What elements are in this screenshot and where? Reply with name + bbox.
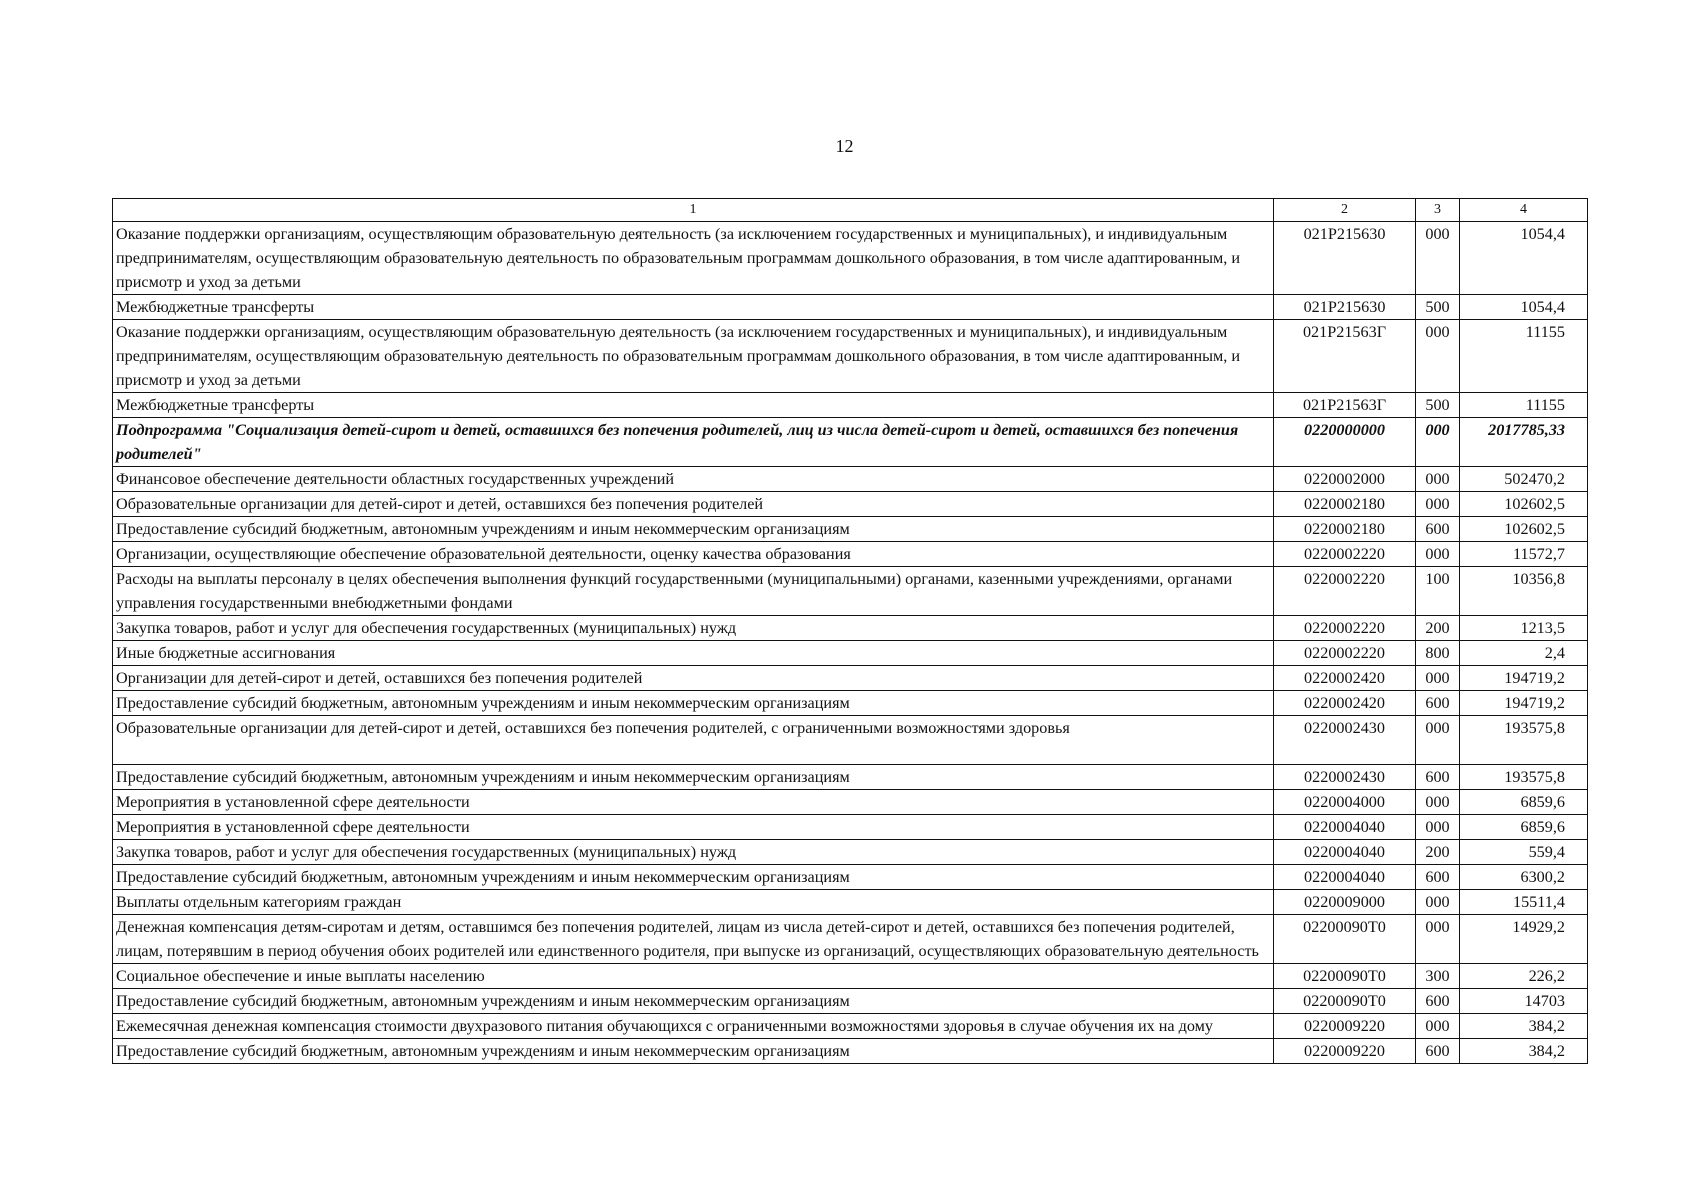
row-code-cell: 0220004000 [1274, 790, 1416, 815]
table-row [113, 641, 1588, 666]
row-code-cell: 021P215630 [1274, 222, 1416, 295]
row-name-cell: Закупка товаров, работ и услуг для обеспечения государственных (муниципальных) нужд [113, 840, 1274, 865]
row-sum-cell: 6859,6 [1460, 790, 1588, 815]
table-row [113, 295, 1588, 320]
table-row [113, 492, 1588, 517]
table-row [113, 790, 1588, 815]
row-sum-cell: 14703 [1460, 989, 1588, 1014]
row-name-cell: Предоставление субсидий бюджетным, автономным учреждениям и иным некоммерческим организациям [113, 989, 1274, 1014]
table-row [113, 964, 1588, 989]
row-type-cell: 600 [1416, 1039, 1460, 1064]
table-row [113, 320, 1588, 393]
row-sum-cell: 559,4 [1460, 840, 1588, 865]
row-type-cell: 000 [1416, 418, 1460, 467]
header-col-3: 3 [1416, 199, 1460, 222]
row-name-cell: Финансовое обеспечение деятельности областных государственных учреждений [113, 467, 1274, 492]
table-row [113, 915, 1588, 964]
row-name-cell: Подпрограмма "Социализация детей-сирот и детей, оставшихся без попечения родителей, лиц из числа детей-сирот и детей, оставшихся без попечения родителей" [113, 418, 1274, 467]
row-type-cell: 000 [1416, 915, 1460, 964]
row-name-cell: Межбюджетные трансферты [113, 393, 1274, 418]
row-sum-cell: 102602,5 [1460, 517, 1588, 542]
row-sum-cell: 11572,7 [1460, 542, 1588, 567]
row-name-cell: Образовательные организации для детей-сирот и детей, оставшихся без попечения родителей, с ограниченными возможностями здоровья [113, 716, 1274, 765]
row-sum-cell: 2017785,33 [1460, 418, 1588, 467]
row-code-cell: 0220009220 [1274, 1039, 1416, 1064]
row-name-cell: Оказание поддержки организациям, осуществляющим образовательную деятельность (за исключением государственных и муниципальных), и индивидуальным предпринимателям, осуществляющим образовательную деятельность по образовательным программам дошкольного образования, в том числе адаптированным, и присмотр и уход за детьми [113, 320, 1274, 393]
table-row [113, 666, 1588, 691]
row-type-cell: 000 [1416, 1014, 1460, 1039]
table-row [113, 542, 1588, 567]
row-type-cell: 600 [1416, 691, 1460, 716]
row-type-cell: 000 [1416, 815, 1460, 840]
row-type-cell: 000 [1416, 222, 1460, 295]
row-sum-cell: 194719,2 [1460, 691, 1588, 716]
row-name-cell: Предоставление субсидий бюджетным, автономным учреждениям и иным некоммерческим организациям [113, 1039, 1274, 1064]
row-name-cell: Ежемесячная денежная компенсация стоимости двухразового питания обучающихся с ограниченными возможностями здоровья в случае обучения их на дому [113, 1014, 1274, 1039]
page-number: 12 [835, 136, 854, 156]
row-sum-cell: 11155 [1460, 320, 1588, 393]
table-row [113, 716, 1588, 765]
row-sum-cell: 10356,8 [1460, 567, 1588, 616]
row-sum-cell: 384,2 [1460, 1014, 1588, 1039]
row-code-cell: 021P21563Г [1274, 320, 1416, 393]
row-code-cell: 0220004040 [1274, 865, 1416, 890]
table-row [113, 467, 1588, 492]
row-type-cell: 100 [1416, 567, 1460, 616]
row-code-cell: 021P21563Г [1274, 393, 1416, 418]
row-name-cell: Предоставление субсидий бюджетным, автономным учреждениям и иным некоммерческим организациям [113, 517, 1274, 542]
row-sum-cell: 384,2 [1460, 1039, 1588, 1064]
row-name-cell: Предоставление субсидий бюджетным, автономным учреждениям и иным некоммерческим организациям [113, 691, 1274, 716]
table-row [113, 865, 1588, 890]
row-code-cell: 0220002220 [1274, 542, 1416, 567]
row-name-cell: Социальное обеспечение и иные выплаты населению [113, 964, 1274, 989]
row-sum-cell: 226,2 [1460, 964, 1588, 989]
row-name-cell: Предоставление субсидий бюджетным, автономным учреждениям и иным некоммерческим организациям [113, 765, 1274, 790]
row-type-cell: 300 [1416, 964, 1460, 989]
table-row [113, 815, 1588, 840]
row-type-cell: 000 [1416, 666, 1460, 691]
row-name-cell: Мероприятия в установленной сфере деятельности [113, 815, 1274, 840]
row-name-cell: Оказание поддержки организациям, осуществляющим образовательную деятельность (за исключением государственных и муниципальных), и индивидуальным предпринимателям, осуществляющим образовательную деятельность по образовательным программам дошкольного образования, в том числе адаптированным, и присмотр и уход за детьми [113, 222, 1274, 295]
table-body [113, 222, 1588, 1064]
row-sum-cell: 193575,8 [1460, 716, 1588, 765]
row-sum-cell: 194719,2 [1460, 666, 1588, 691]
row-code-cell: 0220002430 [1274, 765, 1416, 790]
row-type-cell: 600 [1416, 865, 1460, 890]
table-row [113, 840, 1588, 865]
row-type-cell: 600 [1416, 989, 1460, 1014]
row-sum-cell: 1213,5 [1460, 616, 1588, 641]
row-code-cell: 0220002420 [1274, 666, 1416, 691]
row-sum-cell: 502470,2 [1460, 467, 1588, 492]
row-name-cell: Выплаты отдельным категориям граждан [113, 890, 1274, 915]
row-code-cell: 0220002430 [1274, 716, 1416, 765]
row-sum-cell: 2,4 [1460, 641, 1588, 666]
row-name-cell: Межбюджетные трансферты [113, 295, 1274, 320]
row-type-cell: 000 [1416, 542, 1460, 567]
row-code-cell: 021P215630 [1274, 295, 1416, 320]
header-col-2: 2 [1274, 199, 1416, 222]
row-code-cell: 0220004040 [1274, 840, 1416, 865]
row-sum-cell: 6859,6 [1460, 815, 1588, 840]
header-row [113, 199, 1588, 222]
table-row [113, 393, 1588, 418]
table-row [113, 890, 1588, 915]
row-name-cell: Образовательные организации для детей-сирот и детей, оставшихся без попечения родителей [113, 492, 1274, 517]
table-row [113, 567, 1588, 616]
row-name-cell: Организации, осуществляющие обеспечение образовательной деятельности, оценку качества образования [113, 542, 1274, 567]
row-type-cell: 000 [1416, 790, 1460, 815]
table-row [113, 418, 1588, 467]
row-sum-cell: 11155 [1460, 393, 1588, 418]
header-col-1: 1 [113, 199, 1274, 222]
table-row [113, 1014, 1588, 1039]
row-code-cell: 02200090T0 [1274, 915, 1416, 964]
row-code-cell: 0220002420 [1274, 691, 1416, 716]
row-code-cell: 0220002220 [1274, 616, 1416, 641]
row-code-cell: 0220009000 [1274, 890, 1416, 915]
table-row [113, 765, 1588, 790]
row-code-cell: 0220002220 [1274, 567, 1416, 616]
row-type-cell: 600 [1416, 765, 1460, 790]
row-type-cell: 200 [1416, 616, 1460, 641]
row-type-cell: 600 [1416, 517, 1460, 542]
row-code-cell: 0220009220 [1274, 1014, 1416, 1039]
row-code-cell: 02200090T0 [1274, 964, 1416, 989]
row-type-cell: 500 [1416, 295, 1460, 320]
row-type-cell: 000 [1416, 890, 1460, 915]
row-name-cell: Иные бюджетные ассигнования [113, 641, 1274, 666]
table-row [113, 517, 1588, 542]
row-name-cell: Предоставление субсидий бюджетным, автономным учреждениям и иным некоммерческим организациям [113, 865, 1274, 890]
table-row [113, 616, 1588, 641]
table-row [113, 691, 1588, 716]
row-name-cell: Закупка товаров, работ и услуг для обеспечения государственных (муниципальных) нужд [113, 616, 1274, 641]
row-code-cell: 0220000000 [1274, 418, 1416, 467]
budget-table [112, 198, 1588, 1064]
row-type-cell: 200 [1416, 840, 1460, 865]
row-sum-cell: 15511,4 [1460, 890, 1588, 915]
row-type-cell: 000 [1416, 716, 1460, 765]
header-col-4: 4 [1460, 199, 1588, 222]
table-row [113, 1039, 1588, 1064]
row-name-cell: Организации для детей-сирот и детей, оставшихся без попечения родителей [113, 666, 1274, 691]
table-row [113, 222, 1588, 295]
row-type-cell: 000 [1416, 492, 1460, 517]
row-name-cell: Расходы на выплаты персоналу в целях обеспечения выполнения функций государственными (муниципальными) органами, казенными учреждениями, органами управления государственными внебюджетными фондами [113, 567, 1274, 616]
table-row [113, 989, 1588, 1014]
row-sum-cell: 1054,4 [1460, 222, 1588, 295]
row-code-cell: 0220002180 [1274, 517, 1416, 542]
row-code-cell: 0220002000 [1274, 467, 1416, 492]
row-type-cell: 500 [1416, 393, 1460, 418]
row-code-cell: 0220002220 [1274, 641, 1416, 666]
row-sum-cell: 1054,4 [1460, 295, 1588, 320]
row-sum-cell: 193575,8 [1460, 765, 1588, 790]
row-code-cell: 02200090T0 [1274, 989, 1416, 1014]
row-type-cell: 000 [1416, 467, 1460, 492]
row-code-cell: 0220002180 [1274, 492, 1416, 517]
row-sum-cell: 102602,5 [1460, 492, 1588, 517]
row-code-cell: 0220004040 [1274, 815, 1416, 840]
row-sum-cell: 6300,2 [1460, 865, 1588, 890]
row-type-cell: 800 [1416, 641, 1460, 666]
row-sum-cell: 14929,2 [1460, 915, 1588, 964]
row-name-cell: Мероприятия в установленной сфере деятельности [113, 790, 1274, 815]
row-type-cell: 000 [1416, 320, 1460, 393]
row-name-cell: Денежная компенсация детям-сиротам и детям, оставшимся без попечения родителей, лицам из числа детей-сирот и детей, оставшихся без попечения родителей, лицам, потерявшим в период обучения обоих родителей или единственного родителя, при выпуске из организаций, осуществляющих образовательную деятельность [113, 915, 1274, 964]
